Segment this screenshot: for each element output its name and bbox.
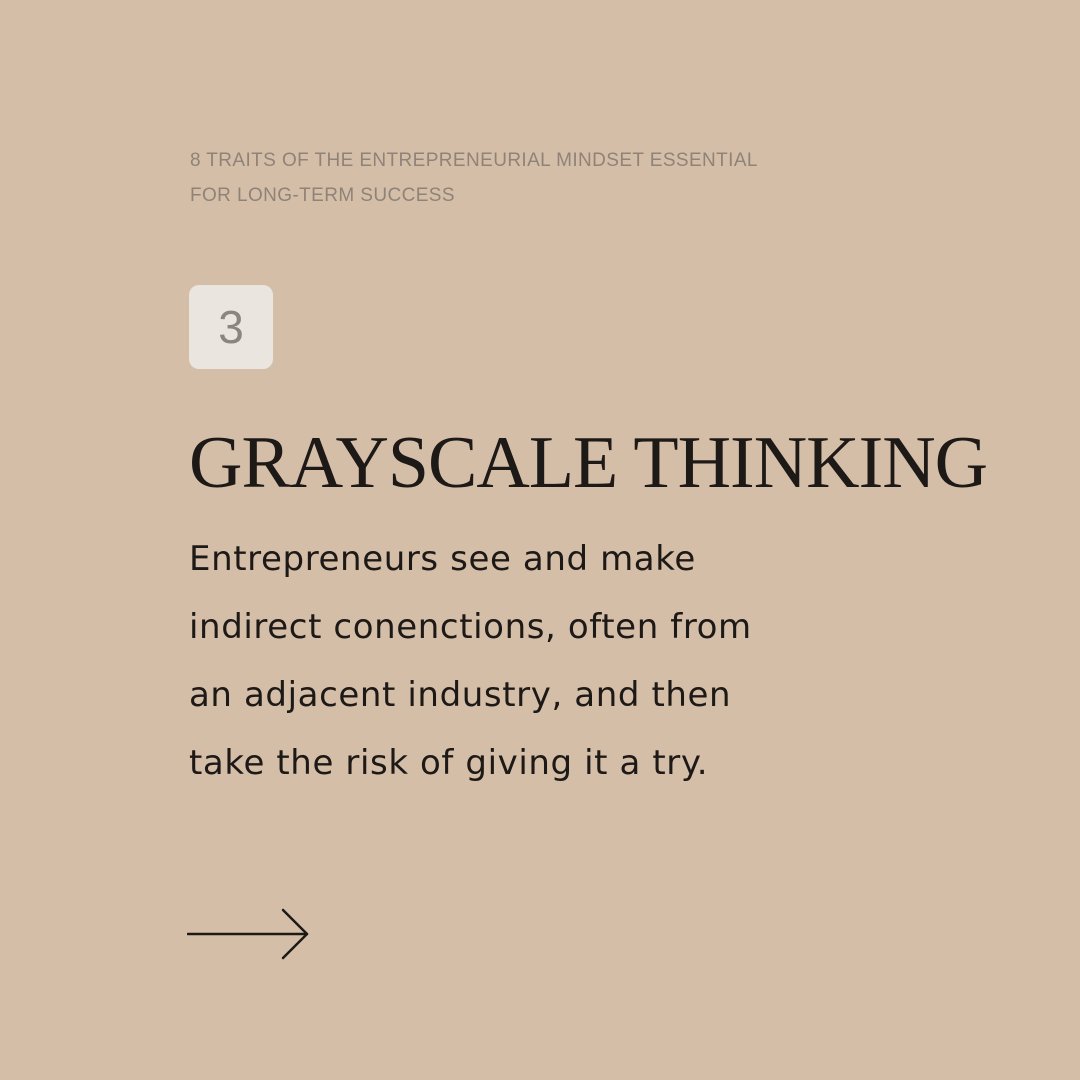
arrow-right-icon bbox=[187, 908, 311, 962]
series-title-line-1: 8 TRAITS OF THE ENTREPRENEURIAL MINDSET ESSENTIAL bbox=[190, 150, 758, 171]
series-title-line-2: FOR LONG-TERM SUCCESS bbox=[190, 185, 455, 206]
trait-description bbox=[189, 525, 889, 797]
series-title bbox=[190, 143, 810, 213]
trait-description-line-3: an adjacent industry, and then bbox=[189, 675, 732, 715]
trait-description-line-4: take the risk of giving it a try. bbox=[189, 743, 709, 783]
trait-number-badge: 3 bbox=[189, 285, 273, 369]
trait-description-line-2: indirect conenctions, often from bbox=[189, 607, 752, 647]
trait-heading: GRAYSCALE THINKING bbox=[189, 422, 988, 504]
trait-description-line-1: Entrepreneurs see and make bbox=[189, 539, 696, 579]
next-slide-button[interactable] bbox=[187, 908, 311, 962]
